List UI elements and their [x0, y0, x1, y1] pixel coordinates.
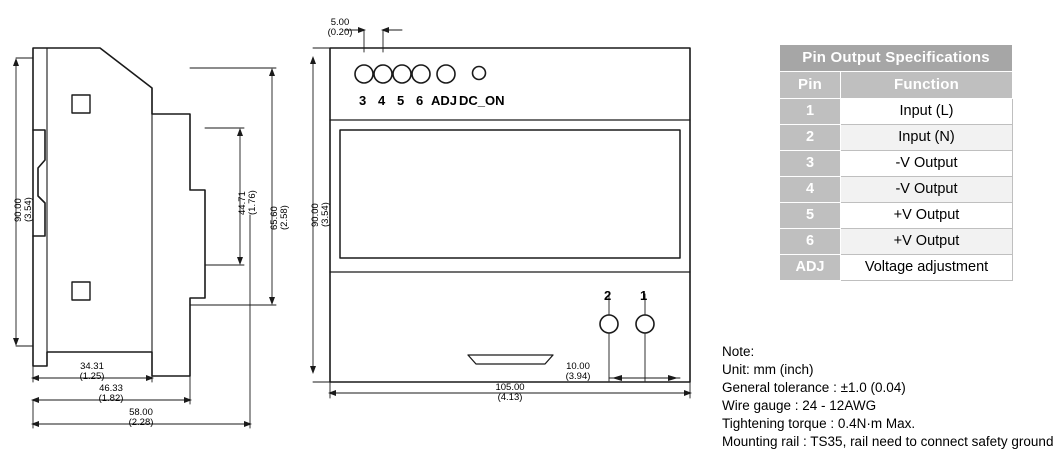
function-cell: Input (N): [841, 124, 1013, 150]
pin-cell: 5: [780, 202, 841, 228]
table-row: [780, 254, 1013, 280]
table-row: [780, 228, 1013, 254]
function-cell: -V Output: [841, 150, 1013, 176]
pin-cell: 6: [780, 228, 841, 254]
front-dim-edge-label: 10.00 (3.94): [565, 361, 591, 383]
terminal-label-dc-on: DC_ON: [459, 93, 505, 108]
pin-cell: 1: [780, 98, 841, 124]
notes-line-tolerance: General tolerance : ±1.0 (0.04): [722, 379, 906, 395]
table-row: [780, 98, 1013, 124]
front-dim-width-label: 105.00 (4.13): [495, 382, 525, 404]
terminal-label-3: 3: [359, 93, 367, 108]
function-cell: -V Output: [841, 176, 1013, 202]
side-view-outline: [33, 48, 205, 376]
table-row: [780, 150, 1013, 176]
front-dim-pitch-label: 5.00 (0.20): [327, 17, 353, 39]
notes-heading: Note:: [722, 344, 755, 359]
terminal-label-5: 5: [397, 93, 405, 108]
pin-cell: 3: [780, 150, 841, 176]
table-row: [780, 202, 1013, 228]
function-cell: +V Output: [841, 228, 1013, 254]
pin-output-table: [779, 44, 1013, 281]
notes-line-wire-gauge: Wire gauge : 24 - 12AWG: [722, 397, 877, 413]
side-dim-34-label: 34.31 (1.25): [79, 361, 105, 383]
side-view-square-bottom: [72, 282, 90, 300]
function-cell: Voltage adjustment: [841, 254, 1013, 280]
pin-cell: ADJ: [780, 254, 841, 280]
notes-line-unit: Unit: mm (inch): [722, 361, 814, 377]
terminal-label-1: 1: [640, 288, 648, 303]
side-dim-58-label: 58.00 (2.28): [128, 407, 154, 429]
pin-cell: 2: [780, 124, 841, 150]
side-dim-65-label: 65.60 (2.58): [269, 205, 291, 230]
pin-table-header-function: Function: [841, 71, 1013, 98]
table-row: [780, 176, 1013, 202]
function-cell: +V Output: [841, 202, 1013, 228]
front-dim-height-label: 90.00 (3.54): [310, 202, 332, 227]
notes-block: [722, 343, 1062, 451]
side-dim-46-label: 46.33 (1.82): [98, 383, 124, 405]
terminal-label-2: 2: [604, 288, 612, 303]
side-dim-44-label: 44.71 (1.76): [237, 190, 259, 215]
terminal-label-4: 4: [378, 93, 386, 108]
notes-line-mounting-rail: Mounting rail : TS35, rail need to connect safety ground: [722, 433, 1054, 449]
pin-table-header-pin: Pin: [780, 71, 841, 98]
pin-cell: 4: [780, 176, 841, 202]
side-dim-height-label: 90.00 (3.54): [13, 197, 35, 222]
function-cell: Input (L): [841, 98, 1013, 124]
table-row: [780, 124, 1013, 150]
terminal-label-6: 6: [416, 93, 424, 108]
pin-table-title: Pin Output Specifications: [780, 45, 1013, 72]
terminal-label-adj: ADJ: [431, 93, 458, 108]
side-view-square-top: [72, 95, 90, 113]
notes-line-torque: Tightening torque : 0.4N·m Max.: [722, 415, 916, 431]
